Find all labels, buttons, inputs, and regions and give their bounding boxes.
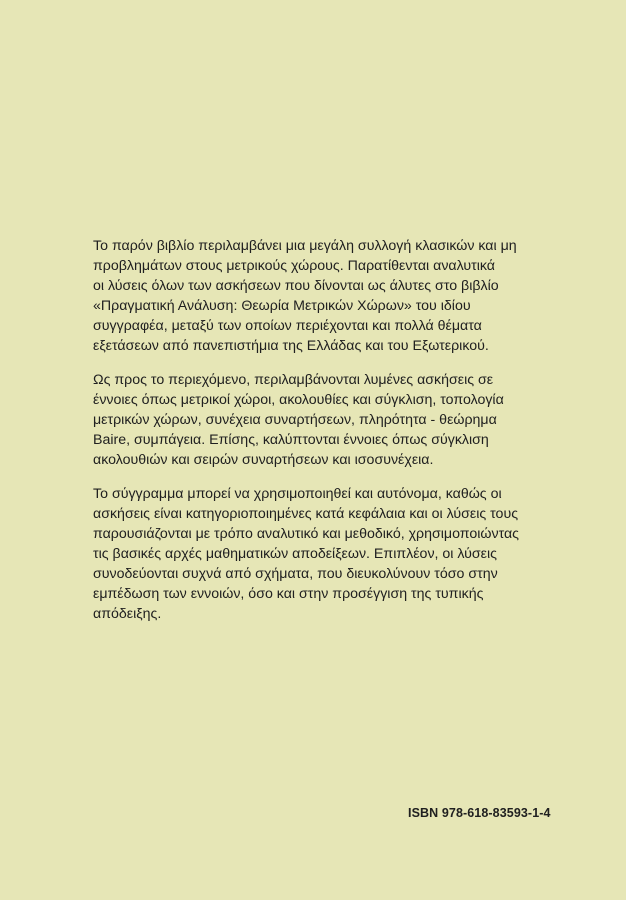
text-line: Ως προς το περιεχόμενο, περιλαμβάνονται λυμένες ασκήσεις σε (93, 372, 494, 388)
text-line: Baire, συμπάγεια. Επίσης, καλύπτονται έννοιες όπως σύγκλιση (93, 432, 489, 448)
blurb-paragraph-3 (93, 484, 563, 624)
text-line: «Πραγματική Ανάλυση: Θεωρία Μετρικών Χώρων» του ιδίου (93, 298, 471, 314)
text-line: ασκήσεις είναι κατηγοριοποιημένες κατά κεφάλαια και οι λύσεις τους (93, 506, 519, 522)
text-line: συγγραφέα, μεταξύ των οποίων περιέχονται και πολλά θέματα (93, 318, 482, 334)
text-line: τις βασικές αρχές μαθηματικών αποδείξεων. Επιπλέον, οι λύσεις (93, 546, 497, 562)
blurb-paragraph-1 (93, 236, 563, 356)
text-line: εξετάσεων από πανεπιστήμια της Ελλάδας και του Εξωτερικού. (93, 338, 489, 354)
text-line: απόδειξης. (93, 606, 162, 622)
text-line: εμπέδωση των εννοιών, όσο και στην προσέγγιση της τυπικής (93, 586, 484, 602)
isbn-label: ISBN 978-618-83593-1-4 (408, 806, 551, 820)
text-line: μετρικών χώρων, συνέχεια συναρτήσεων, πληρότητα - θεώρημα (93, 412, 497, 428)
text-line: παρουσιάζονται με τρόπο αναλυτικό και μεθοδικό, χρησιμοποιώντας (93, 526, 520, 542)
text-line: Το σύγγραμμα μπορεί να χρησιμοποιηθεί και αυτόνομα, καθώς οι (93, 486, 502, 502)
text-line: έννοιες όπως μετρικοί χώροι, ακολουθίες και σύγκλιση, τοπολογία (93, 392, 504, 408)
text-line: οι λύσεις όλων των ασκήσεων που δίνονται ως άλυτες στο βιβλίο (93, 278, 499, 294)
text-line: προβλημάτων στους μετρικούς χώρους. Παρατίθενται αναλυτικά (93, 258, 496, 274)
blurb-text (93, 236, 563, 638)
text-line: Το παρόν βιβλίο περιλαμβάνει μια μεγάλη συλλογή κλασικών και μη (93, 238, 517, 254)
text-line: ακολουθιών και σειρών συναρτήσεων και ισοσυνέχεια. (93, 452, 434, 468)
blurb-paragraph-2 (93, 370, 563, 470)
text-line: συνοδεύονται συχνά από σχήματα, που διευκολύνουν τόσο στην (93, 566, 498, 582)
